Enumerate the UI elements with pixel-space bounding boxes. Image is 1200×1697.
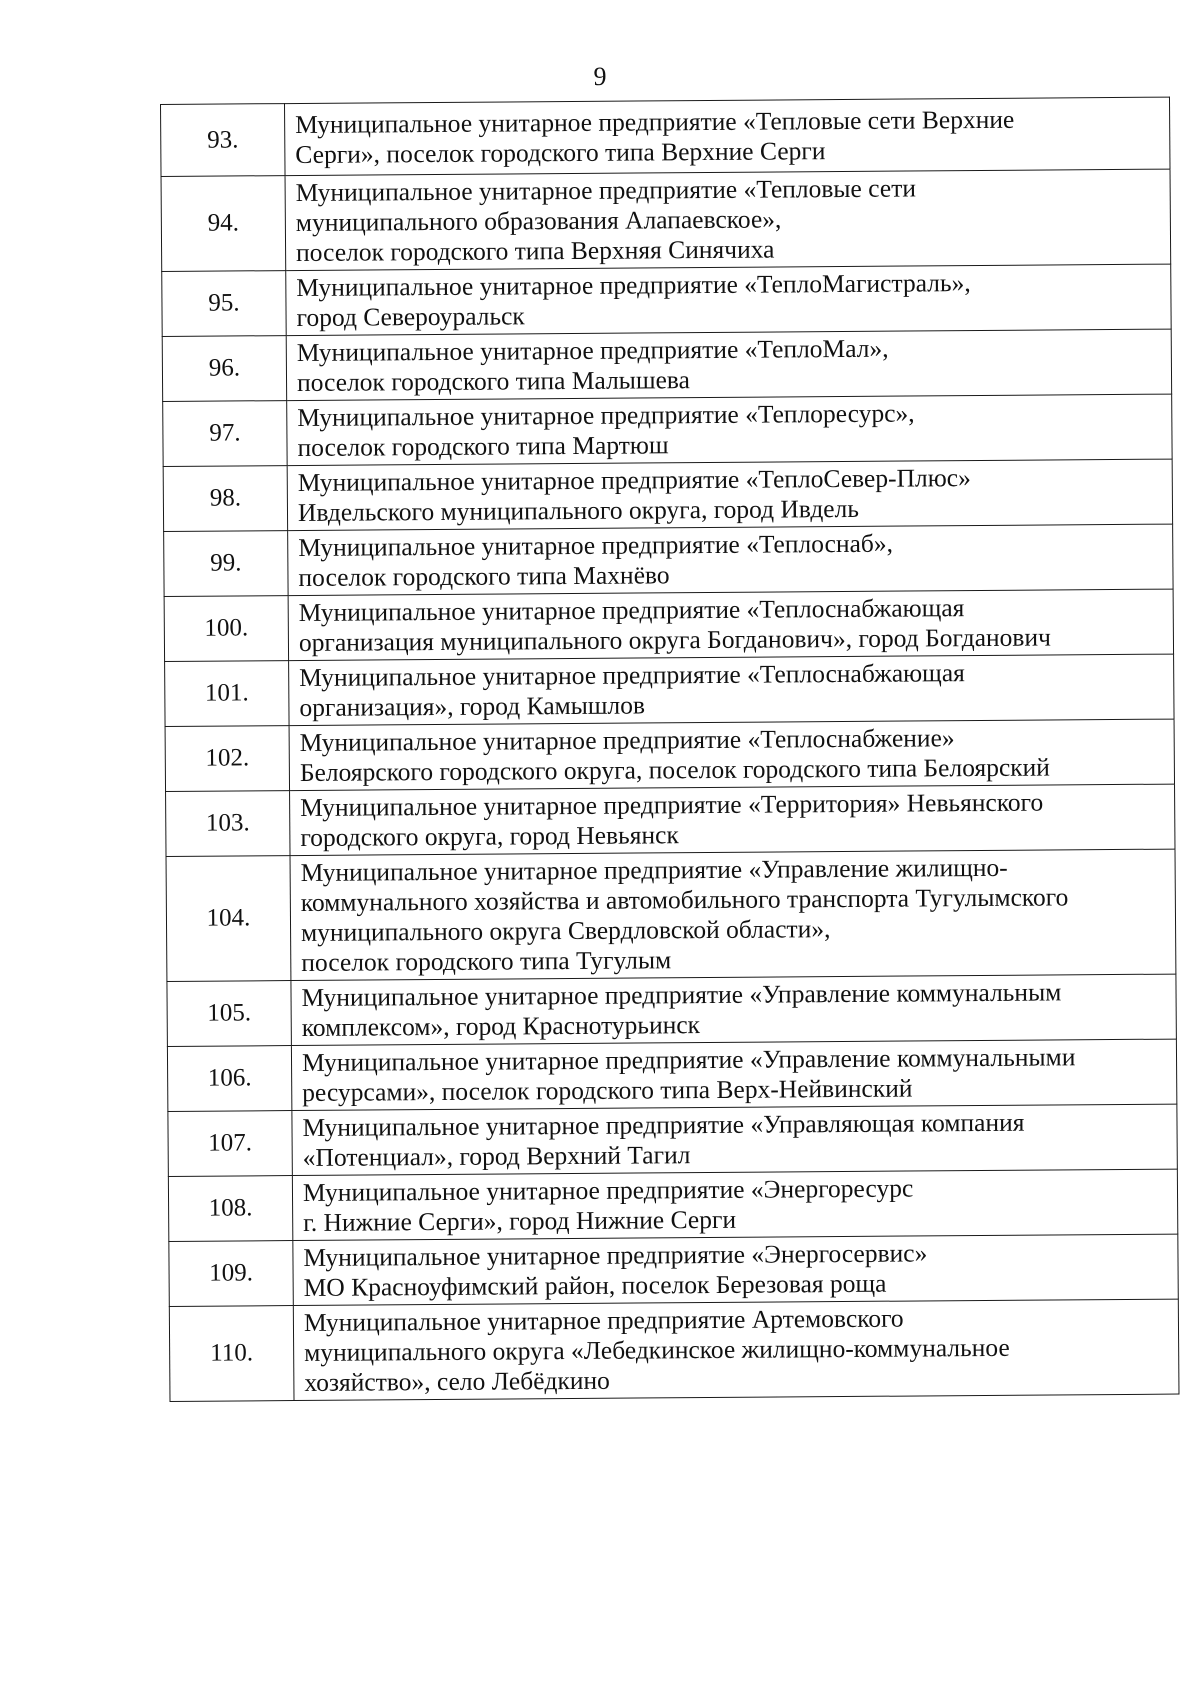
row-number: 106. <box>167 1046 291 1112</box>
table-row <box>169 1299 1179 1401</box>
description-line: организация», город Камышлов <box>299 690 646 722</box>
row-number: 100. <box>164 596 288 662</box>
enterprise-description <box>293 1234 1178 1305</box>
table-row <box>166 849 1176 981</box>
table-row <box>167 974 1176 1046</box>
row-number: 105. <box>167 981 291 1047</box>
enterprise-description <box>291 1039 1176 1110</box>
enterprise-description <box>288 524 1173 595</box>
table-row <box>163 394 1172 466</box>
enterprise-description <box>291 974 1176 1045</box>
description-line: городского округа, город Невьянск <box>300 820 679 852</box>
row-number: 104. <box>166 856 291 982</box>
page-number: 9 <box>593 62 607 91</box>
description-line: Муниципальное унитарное предприятие «Управление коммунальными <box>301 1042 1076 1077</box>
row-number: 94. <box>161 176 286 272</box>
row-number: 108. <box>168 1176 292 1242</box>
description-line: Муниципальное унитарное предприятие «ТеплоСевер-Плюс» <box>297 463 971 497</box>
description-line: Муниципальное унитарное предприятие «Тепловые сети <box>295 173 917 208</box>
table-row <box>164 524 1173 596</box>
description-line: Муниципальное унитарное предприятие «ТеплоМал», <box>296 333 889 368</box>
table-row <box>168 1104 1177 1176</box>
description-line: Серги», поселок городского типа Верхние Серги <box>295 135 826 169</box>
description-line: Муниципальное унитарное предприятие «Энергоресурс <box>302 1173 914 1207</box>
description-line: Муниципальное унитарное предприятие «Управление коммунальным <box>301 977 1062 1012</box>
row-number: 109. <box>169 1241 293 1307</box>
table-row <box>169 1234 1178 1306</box>
description-line: организация муниципального округа Богданович», город Богданович <box>298 622 1051 657</box>
table-row <box>165 654 1174 726</box>
row-number: 110. <box>169 1306 294 1402</box>
table-row <box>164 589 1173 661</box>
description-line: Муниципальное унитарное предприятие «Теплоснаб», <box>298 528 894 562</box>
description-line: ресурсами», поселок городского типа Верх-Нейвинский <box>302 1073 913 1107</box>
description-line: поселок городского типа Мартюш <box>297 430 669 463</box>
row-number: 97. <box>163 401 287 467</box>
enterprise-description <box>286 264 1171 335</box>
description-line: Белоярского городского округа, поселок городского типа Белоярский <box>299 752 1050 787</box>
enterprise-description <box>290 784 1175 855</box>
table-row <box>165 719 1174 791</box>
row-number: 93. <box>161 104 286 177</box>
description-line: поселок городского типа Тугулым <box>301 945 672 977</box>
description-line: Муниципальное унитарное предприятие «Управление жилищно- <box>300 852 1008 887</box>
description-line: «Потенциал», город Верхний Тагил <box>302 1140 691 1172</box>
enterprise-description <box>289 654 1174 725</box>
description-line: комплексом», город Краснотурьинск <box>301 1010 701 1042</box>
enterprise-description <box>286 329 1171 400</box>
table-row <box>161 97 1171 176</box>
description-line: Ивдельского муниципального округа, город Ивдель <box>297 493 860 527</box>
row-number: 102. <box>165 726 289 792</box>
table-body <box>161 97 1179 1401</box>
row-number: 103. <box>166 791 290 857</box>
enterprise-description <box>292 1104 1177 1175</box>
description-line: хозяйство», село Лебёдкино <box>304 1365 610 1397</box>
enterprise-description <box>293 1299 1179 1400</box>
enterprise-list-table <box>160 97 1179 1402</box>
enterprise-description <box>287 459 1172 530</box>
row-number: 101. <box>165 661 289 727</box>
description-line: Муниципальное унитарное предприятие «Теплоснабжающая <box>298 593 965 627</box>
description-line: Муниципальное унитарное предприятие «Территория» Невьянского <box>300 787 1044 822</box>
table-row <box>161 169 1171 271</box>
row-number: 96. <box>162 336 286 402</box>
description-line: поселок городского типа Махнёво <box>298 560 670 592</box>
enterprise-description <box>287 394 1172 465</box>
row-number: 95. <box>162 271 286 337</box>
table-row <box>166 784 1175 856</box>
description-line: Муниципальное унитарное предприятие «Энергосервис» <box>303 1238 928 1272</box>
description-line: муниципального округа Свердловской области», <box>300 914 831 947</box>
table-row <box>163 459 1172 531</box>
row-number: 98. <box>163 466 287 532</box>
table-row <box>162 329 1171 401</box>
description-line: МО Красноуфимский район, поселок Березовая роща <box>303 1268 887 1302</box>
enterprise-description <box>290 849 1176 980</box>
description-line: Муниципальное унитарное предприятие «Управляющая компания <box>302 1107 1025 1142</box>
row-number: 107. <box>168 1111 292 1177</box>
table-row <box>167 1039 1176 1111</box>
description-line: Муниципальное унитарное предприятие Артемовского <box>303 1303 904 1337</box>
table-row <box>168 1169 1177 1241</box>
description-line: муниципального округа «Лебедкинское жилищно-коммунальное <box>304 1332 1010 1367</box>
enterprise-description <box>285 169 1171 270</box>
description-line: Муниципальное унитарное предприятие «Тепловые сети Верхние <box>295 104 1015 139</box>
description-line: муниципального образования Алапаевское», <box>295 204 782 238</box>
description-line: Муниципальное унитарное предприятие «Теплоресурс», <box>297 398 915 433</box>
enterprise-description <box>289 719 1174 790</box>
description-line: коммунального хозяйства и автомобильного транспорта Тугулымского <box>300 882 1069 917</box>
description-line: Муниципальное унитарное предприятие «ТеплоМагистраль», <box>296 268 971 303</box>
enterprise-description <box>292 1169 1177 1240</box>
description-line: поселок городского типа Верхняя Синячиха <box>295 234 775 268</box>
enterprise-description <box>285 97 1171 175</box>
description-line: Муниципальное унитарное предприятие «Теплоснабжающая <box>299 658 965 692</box>
row-number: 99. <box>164 531 288 597</box>
enterprise-description <box>288 589 1173 660</box>
table-row <box>162 264 1171 336</box>
description-line: поселок городского типа Малышева <box>296 365 690 398</box>
description-line: г. Нижние Серги», город Нижние Серги <box>303 1204 737 1237</box>
description-line: город Североуральск <box>296 301 525 333</box>
description-line: Муниципальное унитарное предприятие «Теплоснабжение» <box>299 723 955 757</box>
